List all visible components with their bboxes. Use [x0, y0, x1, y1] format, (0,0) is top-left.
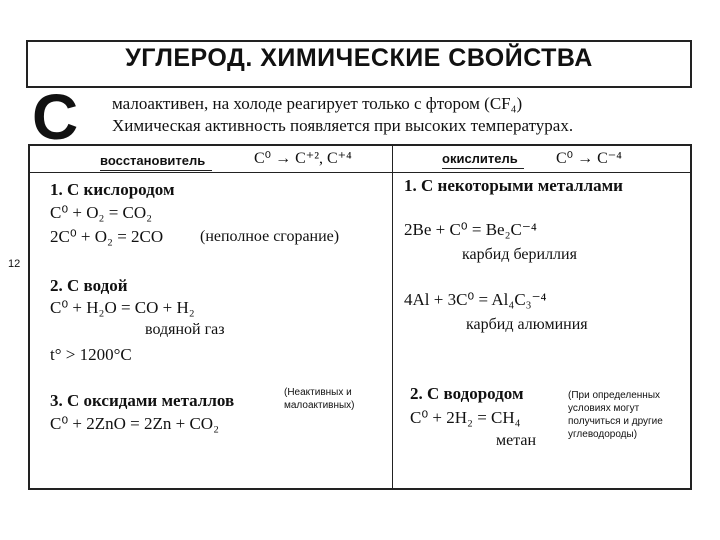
page-title: УГЛЕРОД. ХИМИЧЕСКИЕ СВОЙСТВА — [125, 44, 593, 72]
water-equation: C⁰ + H₂O = CO + H₂ — [50, 298, 195, 317]
oxidizer-header-label: окислитель — [442, 151, 518, 166]
reducer-header-equation: C⁰ → C⁺², C⁺⁴ — [254, 150, 352, 167]
hydrogen-section-title: 2. С водородом — [410, 384, 524, 403]
oxidizer-header-underline — [442, 168, 524, 169]
methane-label: метан — [496, 432, 537, 449]
oxygen-equation-2: 2C⁰ + O₂ = 2CO — [50, 227, 164, 246]
metals-equation-2: 4Al + 3C⁰ = Al₄C₃⁻⁴ — [404, 290, 547, 309]
hydrogen-note: (При определенных условиях могут получиться и другие углеводороды) — [568, 390, 663, 440]
oxygen-equation-1: C⁰ + O₂ = CO₂ — [50, 203, 153, 222]
table-header-divider — [30, 172, 690, 173]
table-column-divider — [392, 146, 393, 488]
aluminum-carbide-label: карбид алюминия — [466, 316, 588, 333]
oxidizer-header-equation: C⁰ → C⁻⁴ — [556, 150, 622, 167]
oxygen-note: (неполное сгорание) — [200, 228, 340, 245]
water-gas-label: водяной газ — [145, 321, 225, 338]
oxygen-section-title: 1. С кислородом — [50, 180, 175, 199]
margin-mark: 12 — [8, 258, 21, 270]
beryllium-carbide-label: карбид бериллия — [462, 246, 577, 263]
carbon-symbol: C — [32, 81, 79, 153]
metals-equation-1: 2Be + C⁰ = Be₂C⁻⁴ — [404, 220, 537, 239]
hydrogen-equation: C⁰ + 2H₂ = CH₄ — [410, 408, 521, 427]
reducer-header-underline — [100, 170, 212, 171]
intro-line-1: малоактивен, на холоде реагирует только с фтором (CF₄) — [112, 94, 523, 113]
water-condition: t° > 1200°C — [50, 345, 132, 364]
reducer-header-label: восстановитель — [100, 153, 206, 168]
oxides-section-title: 3. С оксидами металлов — [50, 391, 235, 410]
oxides-equation: C⁰ + 2ZnO = 2Zn + CO₂ — [50, 414, 220, 433]
metals-section-title: 1. С некоторыми металлами — [404, 176, 623, 195]
water-section-title: 2. С водой — [50, 276, 128, 295]
oxides-note: (Неактивных и малоактивных) — [284, 387, 355, 411]
intro-line-2: Химическая активность появляется при высоких температурах. — [112, 116, 574, 135]
